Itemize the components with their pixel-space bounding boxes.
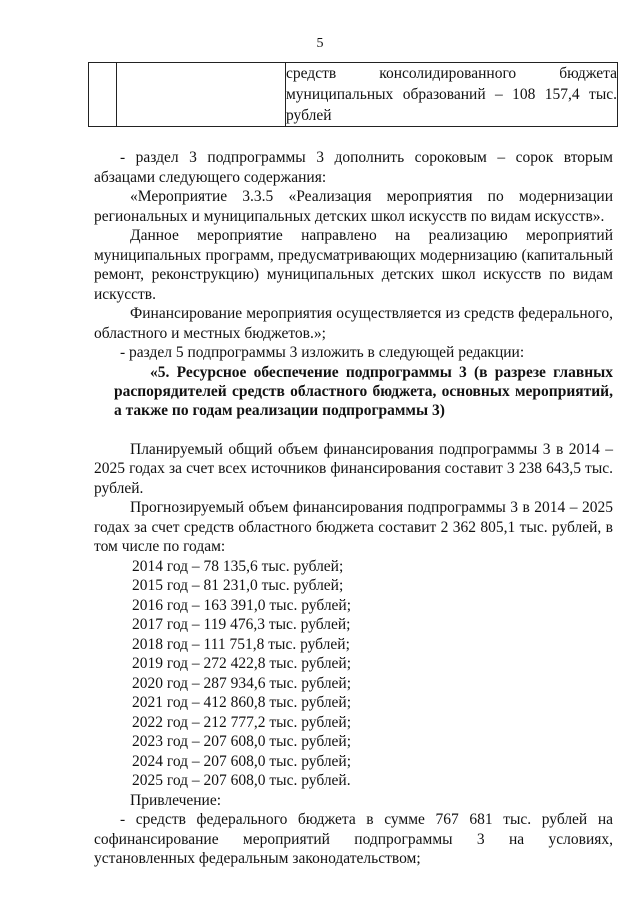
paragraph-measure-purpose: Данное мероприятие направлено на реализацию мероприятий муниципальных программ, предусматривающих модернизацию (капитальный ремонт, реконструкцию) муниципальных детских школ искусств по видам искусств. xyxy=(94,227,613,303)
paragraph-federal-funds: - средств федерального бюджета в сумме 767 681 тыс. рублей на софинансирование мероприятий подпрограммы 3 на условиях, установленных федеральным законодательством; xyxy=(94,811,613,867)
year-item: 2022 год – 212 777,2 тыс. рублей; xyxy=(132,713,352,731)
page-number: 5 xyxy=(316,36,324,51)
year-item: 2024 год – 207 608,0 тыс. рублей; xyxy=(132,752,352,770)
table-cell-empty xyxy=(117,63,286,127)
table-row xyxy=(89,63,618,127)
year-item: 2017 год – 119 476,3 тыс. рублей; xyxy=(132,616,351,633)
paragraph-forecast-volume: Прогнозируемый объем финансирования подпрограммы 3 в 2014 – 2025 годах за счет средств областного бюджета составит 2 362 805,1 тыс. рублей, в том числе по годам: xyxy=(94,499,613,555)
year-item: 2014 год – 78 135,6 тыс. рублей; xyxy=(132,557,344,575)
document-body xyxy=(94,148,613,869)
paragraph-attraction: Привлечение: xyxy=(130,791,222,809)
year-item: 2019 год – 272 422,8 тыс. рублей; xyxy=(132,655,352,672)
continued-table xyxy=(88,62,618,127)
paragraph-amend-section3: - раздел 3 подпрограммы 3 дополнить сороковым – сорок вторым абзацами следующего содержания: xyxy=(94,149,613,186)
paragraph-measure-financing: Финансирование мероприятия осуществляется из средств федерального, областного и местных бюджетов.»; xyxy=(94,305,613,342)
spacer xyxy=(94,420,613,440)
paragraph-planned-volume: Планируемый общий объем финансирования подпрограммы 3 в 2014 – 2025 годах за счет всех источников финансирования составит 3 238 643,5 тыс. рублей. xyxy=(94,440,613,497)
year-item: 2020 год – 287 934,6 тыс. рублей; xyxy=(132,674,352,692)
table-cell-empty xyxy=(89,63,117,127)
year-item: 2023 год – 207 608,0 тыс. рублей; xyxy=(132,733,352,750)
table-cell-text: средств консолидированного бюджета муниципальных образований – 108 157,4 тыс. рублей xyxy=(286,63,618,127)
year-item: 2025 год – 207 608,0 тыс. рублей. xyxy=(132,772,351,789)
year-item: 2015 год – 81 231,0 тыс. рублей; xyxy=(132,577,344,594)
years-list xyxy=(94,557,613,791)
paragraph-amend-section5: - раздел 5 подпрограммы 3 изложить в следующей редакции: xyxy=(120,344,525,361)
paragraph-measure-title: «Мероприятие 3.3.5 «Реализация мероприятия по модернизации региональных и муниципальных детских школ искусств по видам искусств». xyxy=(94,188,613,225)
year-item: 2016 год – 163 391,0 тыс. рублей; xyxy=(132,596,352,614)
section-title: «5. Ресурсное обеспечение подпрограммы 3 (в разрезе главных распорядителей средств областного бюджета, основных мероприятий, а также по годам реализации подпрограммы 3) xyxy=(114,363,613,419)
year-item: 2021 год – 412 860,8 тыс. рублей; xyxy=(132,694,352,711)
year-item: 2018 год – 111 751,8 тыс. рублей; xyxy=(132,635,350,653)
